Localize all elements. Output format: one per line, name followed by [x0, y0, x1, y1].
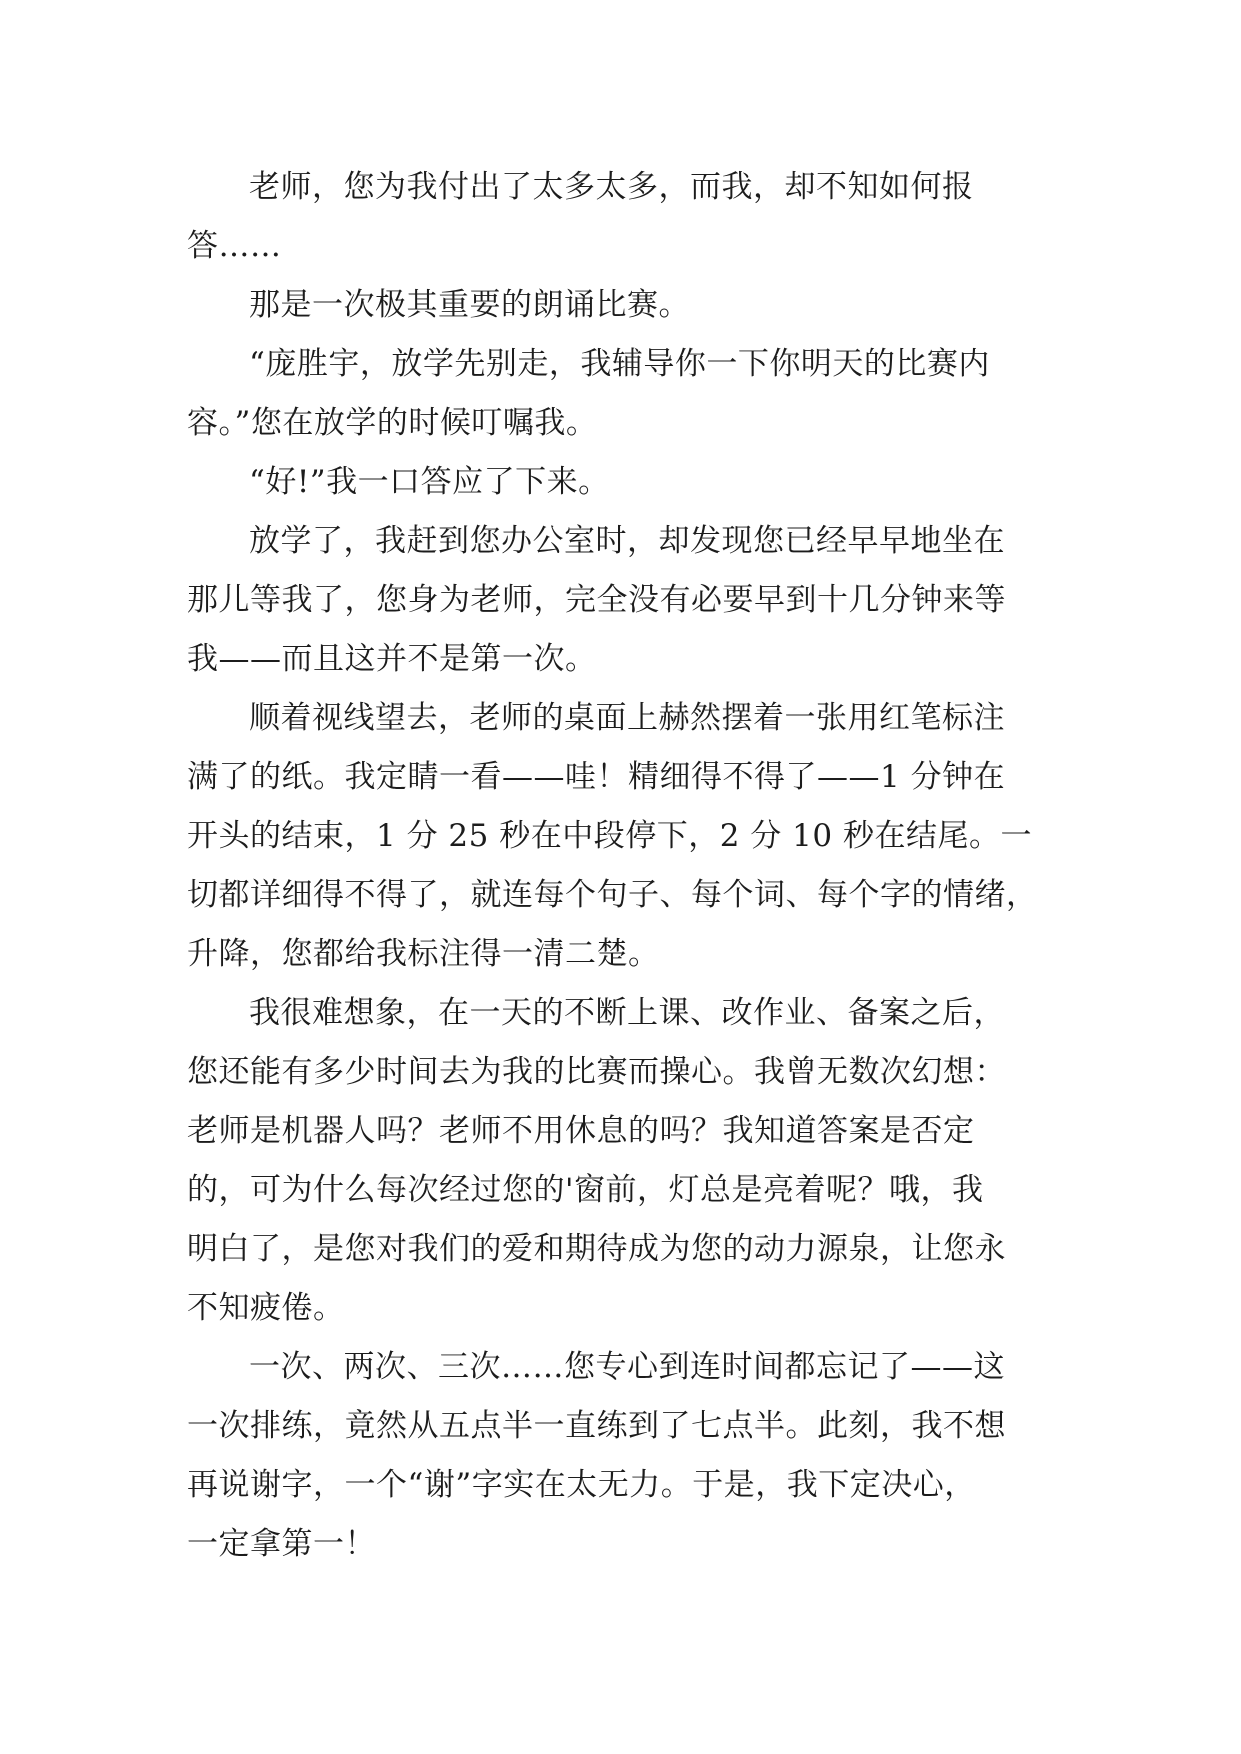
- text-line: 明白了，是您对我们的爱和期待成为您的动力源泉，让您永: [187, 1231, 1006, 1267]
- text-line: 我——而且这并不是第一次。: [187, 641, 597, 677]
- document-body: [187, 158, 1055, 1574]
- text-line: 一次、两次、三次……您专心到连时间都忘记了——这: [249, 1349, 1005, 1385]
- text-line: 我很难想象，在一天的不断上课、改作业、备案之后，: [249, 995, 1005, 1031]
- text-line: 再说谢字，一个“谢”字实在太无力。于是，我下定决心，: [187, 1467, 976, 1503]
- text-line: 容。”您在放学的时候叮嘱我。: [187, 405, 598, 441]
- text-line: 的，可为什么每次经过您的'窗前，灯总是亮着呢？哦，我: [187, 1172, 984, 1208]
- paragraph-4: [187, 453, 1055, 512]
- text-line: “庞胜宇，放学先别走，我辅导你一下你明天的比赛内: [249, 346, 990, 382]
- paragraph-5: [187, 512, 1055, 689]
- text-line: 您还能有多少时间去为我的比赛而操心。我曾无数次幻想：: [187, 1054, 1006, 1090]
- text-line: 切都详细得不得了，就连每个句子、每个词、每个字的情绪，: [187, 877, 1038, 913]
- text-line: 老师是机器人吗？老师不用休息的吗？我知道答案是否定: [187, 1113, 975, 1149]
- text-line: 放学了，我赶到您办公室时，却发现您已经早早地坐在: [249, 523, 1005, 559]
- paragraph-7: [187, 984, 1055, 1338]
- paragraph-3: [187, 335, 1055, 453]
- text-line: 一定拿第一！: [187, 1526, 376, 1562]
- paragraph-1: [187, 158, 1055, 276]
- text-line: 不知疲倦。: [187, 1290, 345, 1326]
- text-line: 老师，您为我付出了太多太多，而我，却不知如何报: [249, 169, 974, 205]
- paragraph-2: [187, 276, 1055, 335]
- paragraph-8: [187, 1338, 1055, 1574]
- text-line: 一次排练，竟然从五点半一直练到了七点半。此刻，我不想: [187, 1408, 1006, 1444]
- text-line: 答……: [187, 228, 282, 264]
- text-line: 顺着视线望去，老师的桌面上赫然摆着一张用红笔标注: [249, 700, 1005, 736]
- text-line: 那是一次极其重要的朗诵比赛。: [249, 287, 690, 323]
- paragraph-6: [187, 689, 1055, 984]
- text-line: “好!”我一口答应了下来。: [249, 464, 610, 500]
- text-line: 升降，您都给我标注得一清二楚。: [187, 936, 660, 972]
- text-line: 那儿等我了，您身为老师，完全没有必要早到十几分钟来等: [187, 582, 1006, 618]
- text-line: 开头的结束，1 分 25 秒在中段停下，2 分 10 秒在结尾。一: [187, 818, 1032, 854]
- text-line: 满了的纸。我定睛一看——哇！精细得不得了——1 分钟在: [187, 759, 1006, 795]
